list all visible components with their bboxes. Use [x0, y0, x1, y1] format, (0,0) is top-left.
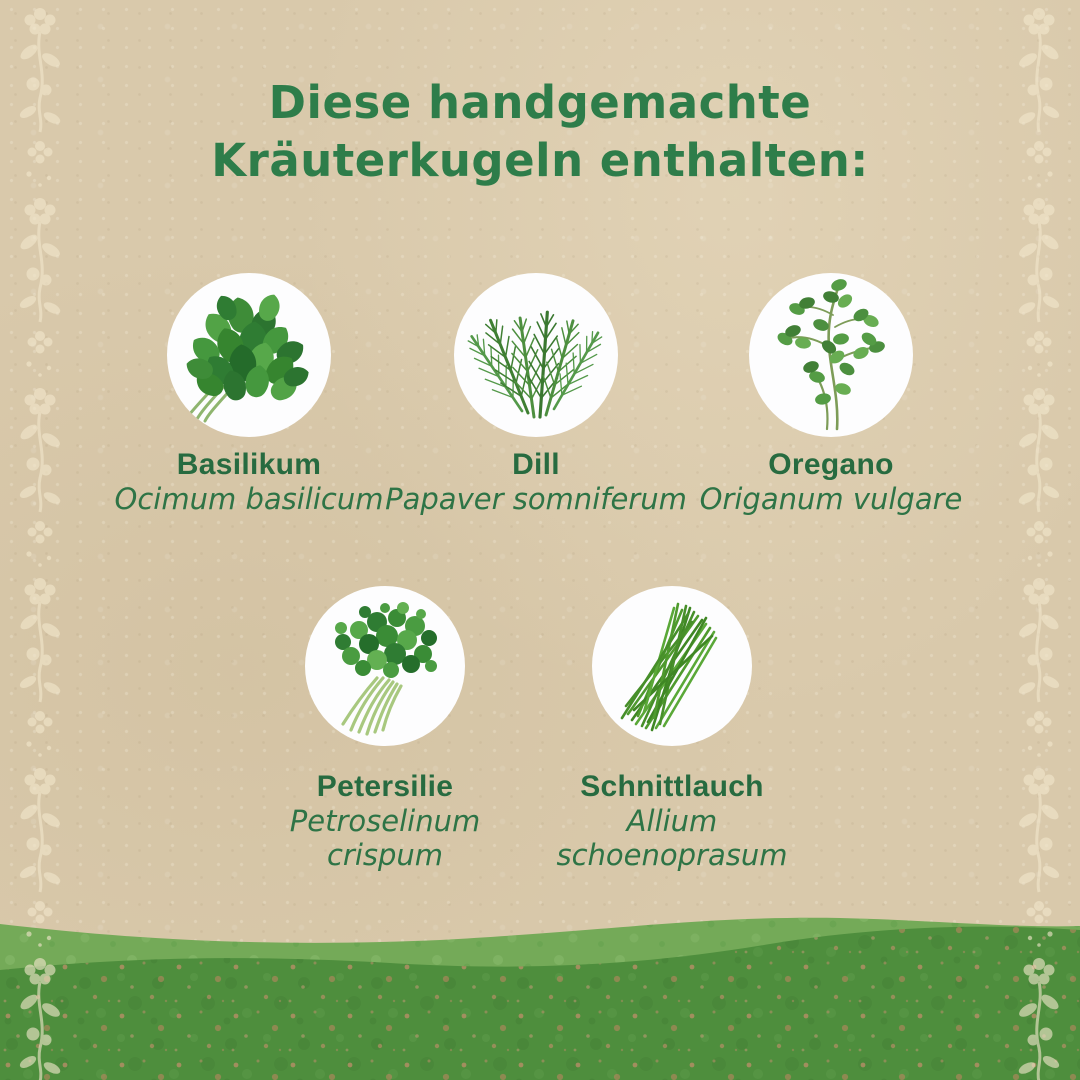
herb-card-petersilie [260, 586, 510, 872]
herb-latin-name: Papaver somniferum [385, 482, 687, 516]
parsley-photo-icon [305, 586, 465, 746]
herb-latin-name: Petroselinum crispum [289, 804, 481, 872]
herb-photo-circle [749, 273, 913, 437]
herb-latin-name: Ocimum basilicum [114, 482, 384, 516]
chives-photo-icon [592, 586, 752, 746]
basil-photo-icon [167, 273, 331, 437]
herb-card-oregano [671, 273, 991, 516]
herb-name: Basilikum [176, 448, 322, 481]
herb-photo-circle [592, 586, 752, 746]
herb-latin-name: Allium schoenoprasum [556, 804, 788, 872]
herb-card-basilikum [89, 273, 409, 516]
herb-name: Dill [512, 448, 560, 481]
title-line-2: Kräuterkugeln enthalten: [211, 134, 869, 187]
oregano-photo-icon [749, 273, 913, 437]
herb-latin-name: Origanum vulgare [699, 482, 963, 516]
herb-name: Petersilie [316, 770, 454, 803]
page-title [0, 74, 1080, 190]
herb-photo-circle [167, 273, 331, 437]
herb-photo-circle [454, 273, 618, 437]
title-line-1: Diese handgemachte [268, 76, 812, 129]
dill-photo-icon [454, 273, 618, 437]
herb-card-dill [376, 273, 696, 516]
herb-card-schnittlauch [547, 586, 797, 872]
herb-name: Schnittlauch [580, 770, 764, 803]
herb-name: Oregano [768, 448, 894, 481]
grass-wave-footer [0, 908, 1080, 1080]
herb-photo-circle [305, 586, 465, 746]
